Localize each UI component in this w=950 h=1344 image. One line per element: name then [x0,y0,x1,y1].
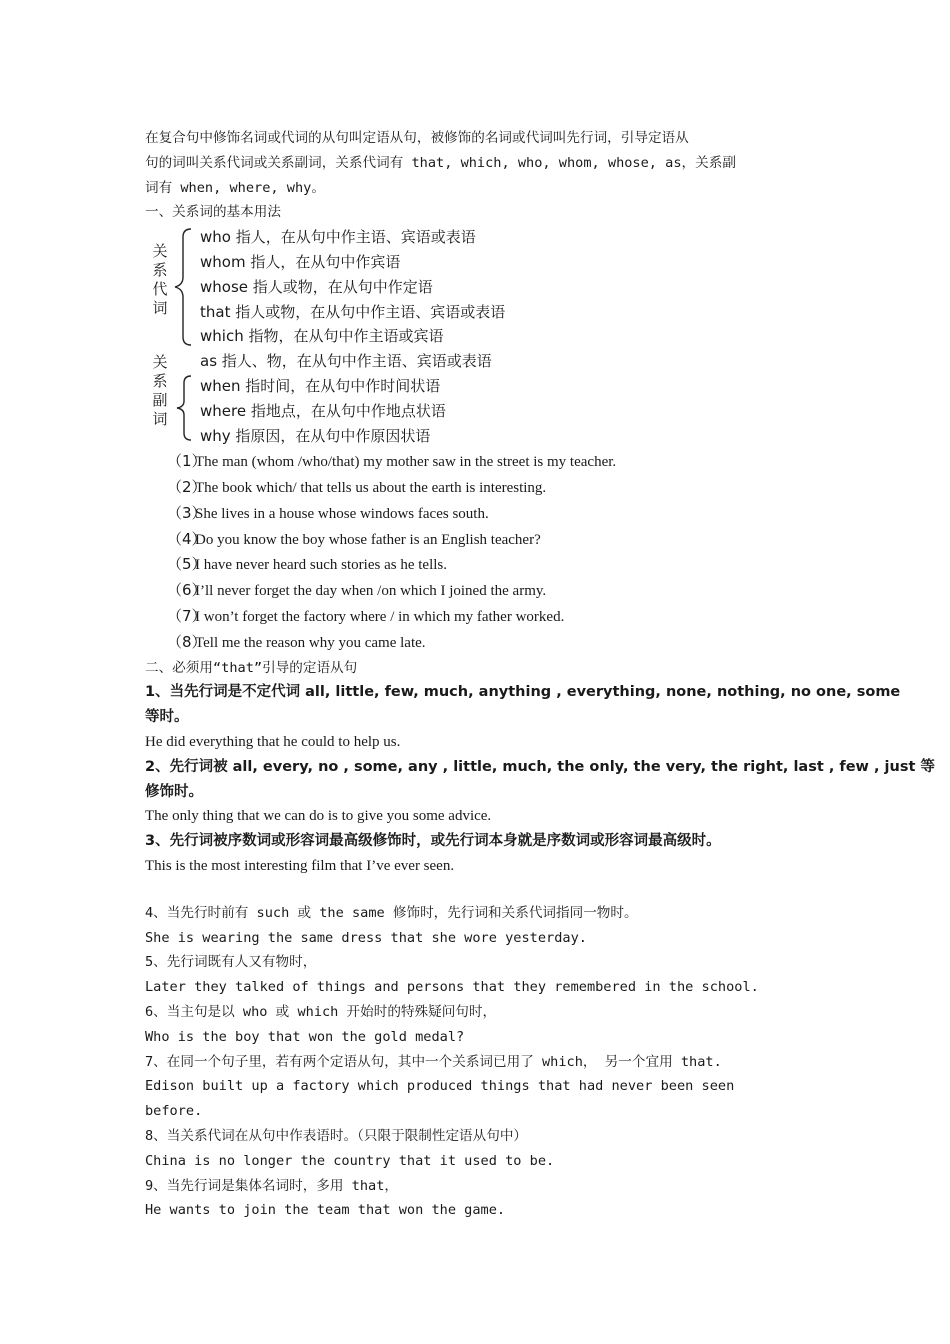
adverb-why: why 指原因，在从句中作原因状语 [200,426,431,445]
label-char: 副 [152,391,168,410]
example-item [145,527,815,553]
adverb-vertical-label [151,353,169,429]
pronoun-list [200,225,505,349]
example-text: I have never heard such stories as he tells. [195,557,447,574]
example-number: （2） [167,477,207,496]
rule-5: 5、先行词既有人又有物时， [145,954,317,971]
example-number: （1） [167,452,207,471]
section1-heading: 一、关系词的基本用法 [145,204,281,221]
example-list [145,449,815,655]
rule-9-example: He wants to join the team that won the game. [145,1202,506,1219]
label-char: 关 [152,242,168,261]
rule-6-example: Who is the boy that won the gold medal? [145,1028,465,1045]
spacer [145,879,815,901]
label-char: 词 [152,299,168,318]
example-number: （7） [167,606,207,625]
label-char: 关 [152,353,168,372]
rule-2-line-2: 修饰时。 [145,783,203,800]
example-number: （5） [167,555,207,574]
label-char: 系 [152,372,168,391]
intro-line-3: 词有 when, where, why。 [145,179,325,196]
rule-6: 6、当主句是以 who 或 which 开始时的特殊疑问句时， [145,1003,497,1020]
rule-1-text: 1、当先行词是不定代词 all, little, few, much, anything , everything, none, nothing, no one, some [145,684,901,701]
example-text: I won’t forget the factory where / in which my father worked. [195,608,565,625]
example-number: （6） [167,581,207,600]
pronoun-whom: whom 指人，在从句中作宾语 [200,252,401,271]
rule-2-example: The only thing that we can do is to give you some advice. [145,808,492,825]
rule-7-example-line-2: before. [145,1103,203,1120]
rule-4: 4、当先行时前有 such 或 the same 修饰时，先行词和关系代词指同一物时。 [145,904,638,921]
rule-8-example: China is no longer the country that it used to be. [145,1152,555,1169]
label-char: 代 [152,280,168,299]
example-item [145,475,815,501]
example-number: （3） [167,503,207,522]
rule-3-example: This is the most interesting film that I’ve ever seen. [145,857,455,874]
rule-1-example: He did everything that he could to help us. [145,733,401,750]
example-number: （4） [167,529,207,548]
left-brace-icon [171,225,197,349]
rule-8: 8、当关系代词在从句中作表语时。（只限于限制性定语从句中） [145,1127,528,1144]
example-text: She lives in a house whose windows faces south. [195,505,489,522]
example-item [145,604,815,630]
intro-line-1: 在复合句中修饰名词或代词的从句叫定语从句，被修饰的名词或代词叫先行词，引导定语从 [145,130,689,146]
label-char: 词 [152,410,168,429]
example-text: I’ll never forget the day when /on which I joined the army. [195,583,547,600]
example-item [145,449,815,475]
example-item [145,630,815,656]
rule-5-example: Later they talked of things and persons that they remembered in the school. [145,979,759,996]
relative-adverb-group [145,349,815,449]
rule-4-example: She is wearing the same dress that she wore yesterday. [145,929,587,946]
intro-line-2: 句的词叫关系代词或关系副词，关系代词有 that, which, who, whom, whose, as，关系副 [145,154,736,171]
rule-2-line-1: 2、先行词被 all, every, no , some, any , little, much, the only, the very, the right, last , few , just 等 [145,758,935,775]
rule-1-line-2: 等时。 [145,709,189,726]
label-char: 系 [152,261,168,280]
rule-7-example-line-1: Edison built up a factory which produced things that had never been seen [145,1078,735,1095]
left-brace-icon [171,373,197,443]
rule-1-line-1 [145,680,901,705]
pronoun-that: that 指人或物，在从句中作主语、宾语或表语 [200,302,506,321]
as-line: as 指人、物，在从句中作主语、宾语或表语 [200,352,492,371]
example-item [145,501,815,527]
adverb-list [200,349,492,448]
pronoun-whose: whose 指人或物，在从句中作定语 [200,277,433,296]
example-text: Do you know the boy whose father is an English teacher? [195,531,541,548]
rule-3: 3、先行词被序数词或形容词最高级修饰时，或先行词本身就是序数词或形容词最高级时。 [145,833,721,850]
example-text: The book which/ that tells us about the earth is interesting. [195,479,547,496]
pronoun-which: which 指物，在从句中作主语或宾语 [200,327,444,346]
relative-pronoun-group [145,225,815,349]
adverb-where: where 指地点，在从句中作地点状语 [200,401,446,420]
section2-heading: 二、必须用“that”引导的定语从句 [145,659,358,676]
rule-7: 7、在同一个句子里，若有两个定语从句，其中一个关系词已用了 which， 另一个宜用 that. [145,1053,722,1070]
example-item [145,578,815,604]
rule-9: 9、当先行词是集体名词时，多用 that， [145,1177,399,1194]
example-text: Tell me the reason why you came late. [195,634,426,651]
document-page [145,126,935,1223]
pronoun-vertical-label [151,242,169,318]
example-text: The man (whom /who/that) my mother saw in the street is my teacher. [195,454,617,471]
adverb-when: when 指时间，在从句中作时间状语 [200,376,441,395]
example-item [145,552,815,578]
pronoun-who: who 指人，在从句中作主语、宾语或表语 [200,228,476,247]
example-number: （8） [167,632,207,651]
